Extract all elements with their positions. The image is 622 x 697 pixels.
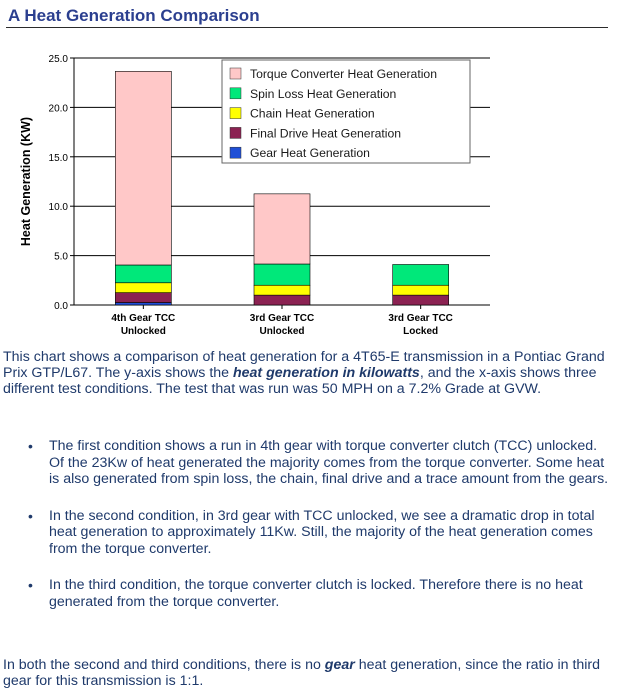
- legend-swatch: [230, 147, 241, 158]
- intro-run-2: , and the x-axis shows three different test conditions. The test that was run was 50 MPH on a 7.2% Grade at GVW.: [3, 365, 597, 397]
- bar-segment: [115, 283, 171, 293]
- bar-segment: [393, 295, 449, 305]
- bullet-item: [0, 508, 609, 558]
- page-title: A Heat Generation Comparison: [8, 6, 260, 25]
- outro-run-2: heat generation, since the ratio in third gear for this transmission is 1:1.: [3, 657, 601, 689]
- title-divider: [6, 27, 608, 28]
- x-tick-label: 3rd Gear TCC: [388, 313, 453, 324]
- bullet-0-run-2: . Of the 23Kw of heat generated the majority comes from the torque converter. Some heat is also generated from spin loss, the chain, final drive and a trace amount from the gears.: [49, 438, 609, 487]
- bar-segment: [393, 285, 449, 295]
- bar-segment: [254, 295, 310, 305]
- y-axis-label: Heat Generation (KW): [19, 116, 33, 247]
- bullet-1-run-1: TCC unlocked: [303, 507, 394, 524]
- legend-swatch: [230, 108, 241, 119]
- outro-run-1: gear: [324, 657, 355, 673]
- bullet-2-run-0: In the third condition, the: [49, 577, 209, 593]
- bar-segment: [393, 264, 449, 285]
- closing-paragraph: [3, 657, 615, 689]
- legend-label: Chain Heat Generation: [250, 106, 375, 121]
- bar-segment: [254, 194, 310, 264]
- y-tick-label: 10.0: [48, 202, 68, 214]
- intro-paragraph: [3, 349, 615, 397]
- x-tick-label: Unlocked: [259, 326, 305, 337]
- bar-segment: [115, 71, 171, 265]
- bullet-marker: •: [28, 438, 33, 454]
- legend-label: Spin Loss Heat Generation: [250, 86, 397, 101]
- x-tick-label: Locked: [403, 326, 439, 337]
- condition-bullet-list: [0, 438, 622, 630]
- x-tick-label: 4th Gear TCC: [111, 313, 176, 324]
- bullet-1-run-2: , we see a dramatic drop in total heat generation to approximately 11Kw. Still, the majority of the heat generation comes from the torque converter.: [49, 507, 595, 557]
- bullet-item: [0, 438, 609, 488]
- bullet-0-run-0: The first condition shows a run in 4th gear with: [49, 438, 346, 454]
- y-tick-label: 20.0: [48, 103, 68, 115]
- bullet-1-run-0: In the second condition, in 3rd gear with: [49, 507, 304, 524]
- legend-swatch: [230, 88, 241, 99]
- intro-run-1: heat generation in kilowatts: [232, 365, 420, 381]
- bullet-2-run-2: . Therefore there is no heat generated from the torque converter.: [49, 577, 583, 610]
- legend-label: Gear Heat Generation: [250, 146, 370, 161]
- bullet-0-run-1: torque converter clutch (TCC) unlocked: [345, 438, 594, 454]
- legend-label: Torque Converter Heat Generation: [250, 67, 437, 81]
- x-tick-label: 3rd Gear TCC: [249, 313, 315, 324]
- bullet-item: [0, 577, 609, 610]
- legend-label: Final Drive Heat Generation: [250, 126, 402, 141]
- y-tick-label: 5.0: [54, 251, 68, 263]
- bar-segment: [115, 265, 171, 283]
- heat-generation-chart: [0, 40, 622, 345]
- outro-run-0: In both the second and third conditions, there is no: [3, 657, 325, 673]
- x-tick-label: Unlocked: [120, 326, 166, 337]
- bar-segment: [254, 264, 310, 285]
- legend-swatch: [230, 127, 241, 138]
- intro-run-0: This chart shows a comparison of heat generation for a 4T65-E transmission in a Pontiac Grand Prix GTP/L67. The y-axis shows the: [3, 349, 605, 381]
- bar-segment: [115, 303, 171, 305]
- bullet-2-run-1: torque converter clutch is locked: [208, 577, 412, 593]
- y-tick-label: 15.0: [48, 152, 68, 164]
- bullet-marker: •: [28, 577, 33, 593]
- bar-segment: [254, 285, 310, 295]
- legend-swatch: [230, 68, 241, 79]
- bullet-marker: •: [28, 507, 33, 524]
- y-tick-label: 25.0: [48, 54, 68, 65]
- bar-segment: [115, 293, 171, 303]
- y-tick-label: 0.0: [54, 301, 68, 312]
